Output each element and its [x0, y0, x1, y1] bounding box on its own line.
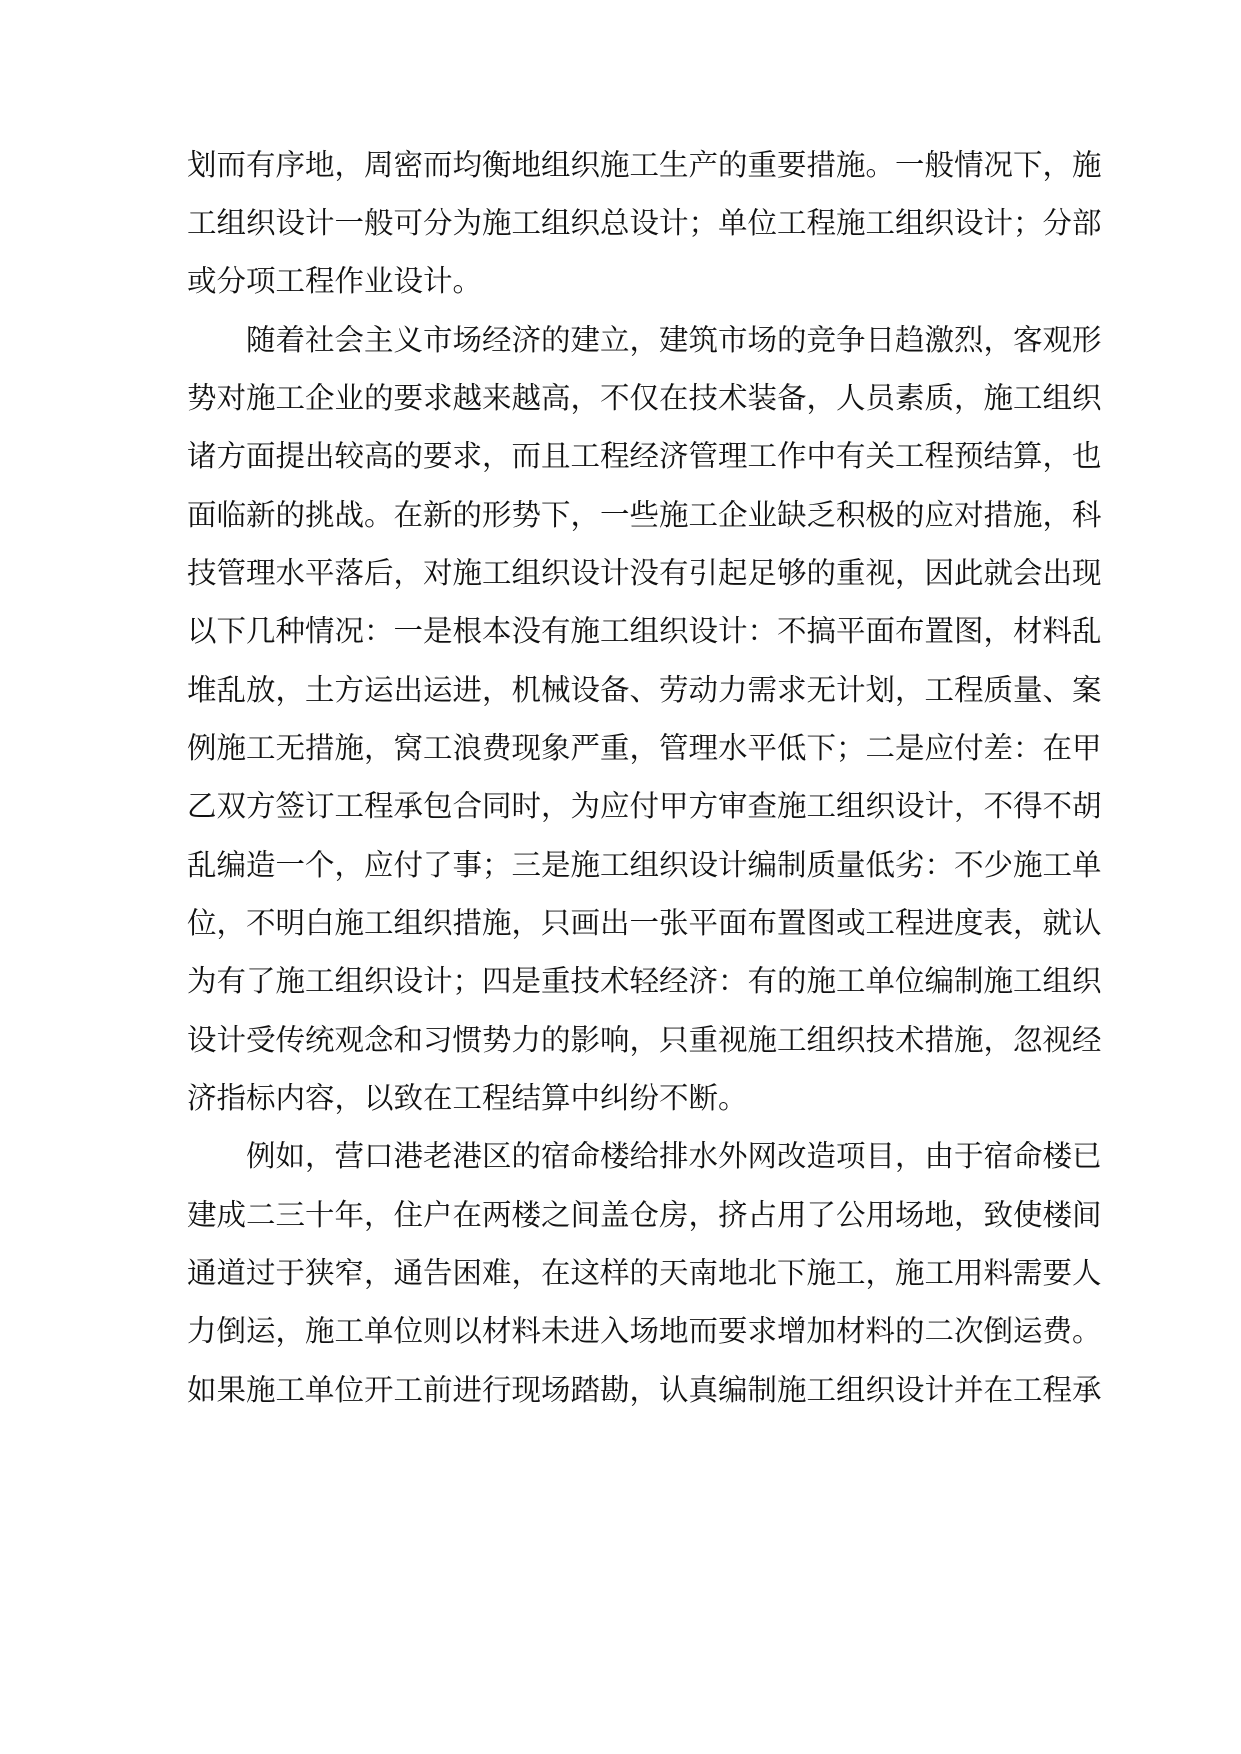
- text-line: 乙双方签订工程承包合同时，为应付甲方审查施工组织设计，不得不胡: [187, 789, 1102, 823]
- text-line: 为有了施工组织设计；四是重技术轻经济：有的施工单位编制施工组织: [187, 964, 1102, 998]
- text-line: 建成二三十年，住户在两楼之间盖仓房，挤占用了公用场地，致使楼间: [187, 1198, 1102, 1232]
- text-line: 以下几种情况：一是根本没有施工组织设计：不搞平面布置图，材料乱: [187, 614, 1102, 648]
- text-line: 通道过于狭窄，通告困难，在这样的天南地北下施工，施工用料需要人: [187, 1256, 1102, 1290]
- text-line: 堆乱放，土方运出运进，机械设备、劳动力需求无计划，工程质量、案: [187, 673, 1102, 707]
- paragraph-first-line: 例如，营口港老港区的宿命楼给排水外网改造项目，由于宿命楼已: [246, 1139, 1102, 1173]
- text-line: 诸方面提出较高的要求，而且工程经济管理工作中有关工程预结算，也: [187, 439, 1102, 473]
- text-line: 势对施工企业的要求越来越高，不仅在技术装备，人员素质，施工组织: [187, 381, 1102, 415]
- text-line: 技管理水平落后，对施工组织设计没有引起足够的重视，因此就会出现: [187, 556, 1102, 590]
- text-line: 设计受传统观念和习惯势力的影响，只重视施工组织技术措施，忽视经: [187, 1023, 1102, 1057]
- text-line: 或分项工程作业设计。: [187, 264, 483, 298]
- text-line: 如果施工单位开工前进行现场踏勘，认真编制施工组织设计并在工程承: [187, 1373, 1102, 1407]
- text-line: 划而有序地，周密而均衡地组织施工生产的重要措施。一般情况下，施: [187, 148, 1102, 182]
- text-line: 乱编造一个，应付了事；三是施工组织设计编制质量低劣：不少施工单: [187, 848, 1102, 882]
- text-line: 例施工无措施，窝工浪费现象严重，管理水平低下；二是应付差：在甲: [187, 731, 1102, 765]
- paragraph-first-line: 随着社会主义市场经济的建立，建筑市场的竞争日趋激烈，客观形: [246, 323, 1102, 357]
- text-line: 力倒运，施工单位则以材料未进入场地而要求增加材料的二次倒运费。: [187, 1314, 1102, 1348]
- text-line: 工组织设计一般可分为施工组织总设计；单位工程施工组织设计；分部: [187, 206, 1102, 240]
- text-line: 济指标内容，以致在工程结算中纠纷不断。: [187, 1081, 748, 1115]
- text-line: 面临新的挑战。在新的形势下，一些施工企业缺乏积极的应对措施，科: [187, 498, 1102, 532]
- text-line: 位，不明白施工组织措施，只画出一张平面布置图或工程进度表，就认: [187, 906, 1102, 940]
